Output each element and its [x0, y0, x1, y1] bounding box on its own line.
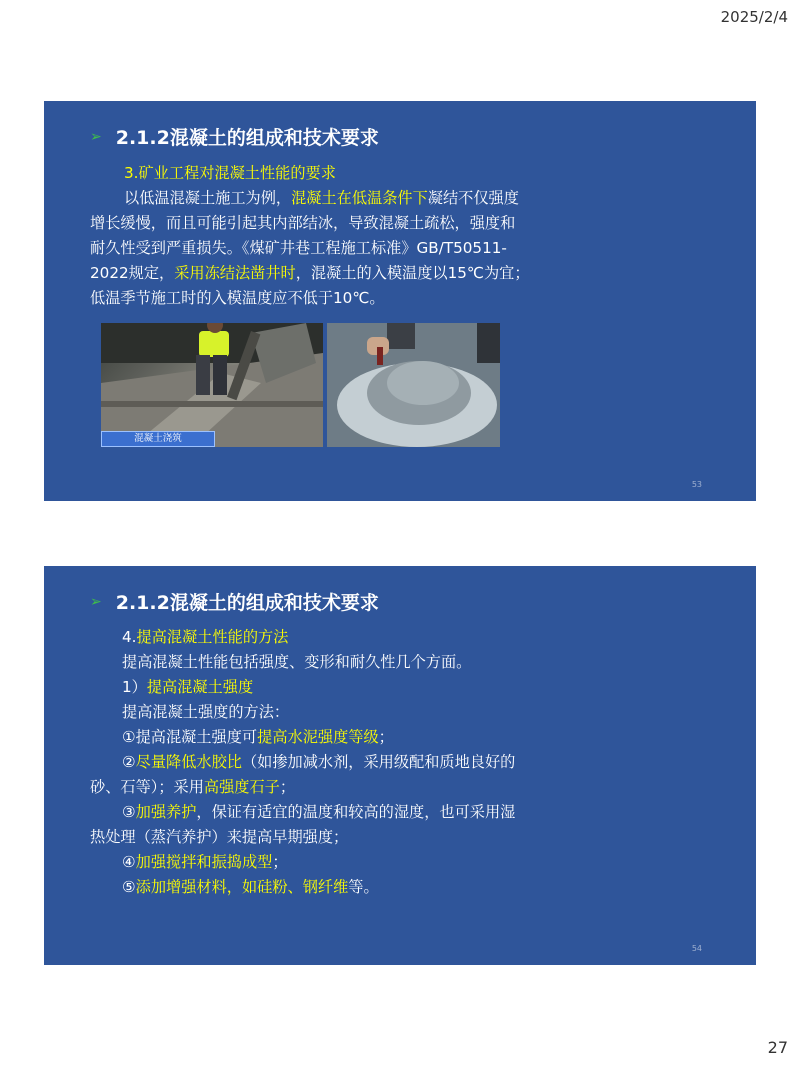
page-date: 2025/2/4	[720, 8, 788, 26]
text-run: ③	[122, 803, 136, 821]
text-line	[90, 211, 570, 236]
text-run: ②	[122, 753, 136, 771]
text-run: ；	[272, 853, 288, 871]
text-line	[90, 875, 570, 900]
text-run: 1）	[122, 678, 147, 696]
text-run: 以低温混凝土施工为例，	[124, 189, 292, 207]
highlighted-text: 采用冻结法凿井时	[174, 264, 296, 282]
text-line	[90, 186, 570, 211]
highlighted-text: 高强度石子	[203, 778, 280, 796]
highlighted-text: 尽量降低水胶比	[135, 753, 242, 771]
text-line	[90, 650, 570, 675]
text-run: 耐久性受到严重损失。《煤矿井巷工程施工标准》GB/T50511-	[90, 239, 507, 257]
text-run: 4.	[122, 628, 137, 646]
text-run: 凝结不仅强度	[427, 189, 519, 207]
concrete-pouring-photo	[101, 323, 323, 447]
highlighted-text: 添加增强材料，如硅粉、钢纤维	[135, 878, 349, 896]
text-run: ，混凝土的入模温度以15℃为宜；	[295, 264, 530, 282]
text-line	[90, 700, 570, 725]
text-line	[90, 750, 570, 775]
text-line	[90, 775, 570, 800]
text-line	[90, 236, 570, 261]
slide-number: 54	[691, 944, 702, 953]
slide-body	[90, 625, 570, 900]
slide-title-text: 2.1.2混凝土的组成和技术要求	[115, 592, 379, 614]
text-run: 热处理（蒸汽养护）来提高早期强度；	[90, 828, 349, 846]
slide-title-text: 2.1.2混凝土的组成和技术要求	[115, 127, 379, 149]
highlighted-text: 提高混凝土强度	[146, 678, 254, 696]
slide-number: 53	[691, 480, 702, 489]
arrow-bullet-icon: ➢	[90, 593, 102, 610]
text-line	[90, 286, 570, 311]
photo-caption: 混凝土浇筑	[101, 431, 215, 447]
text-line	[90, 725, 570, 750]
page-number: 27	[767, 1038, 788, 1057]
highlighted-text: 3.矿业工程对混凝土性能的要求	[124, 164, 336, 182]
text-line	[90, 850, 570, 875]
slide-53	[44, 101, 756, 501]
slide-title	[90, 588, 379, 615]
text-line	[90, 800, 570, 825]
text-run: ⑤	[122, 878, 136, 896]
text-run: 2022规定，	[90, 264, 175, 282]
concrete-sample-illustration	[327, 323, 500, 447]
concrete-sample-photo	[327, 323, 500, 447]
slide-title	[90, 123, 379, 150]
highlighted-text: 加强养护	[135, 803, 197, 821]
text-line	[90, 161, 570, 186]
highlighted-text: 提高水泥强度等级	[257, 728, 379, 746]
text-run: ，保证有适宜的温度和较高的湿度，也可采用湿	[196, 803, 516, 821]
concrete-pouring-illustration	[101, 323, 323, 447]
text-line	[90, 825, 570, 850]
text-run: ；	[279, 778, 296, 796]
text-run: 提高混凝土强度的方法：	[122, 703, 290, 721]
text-run: ；	[378, 728, 394, 746]
slide-54	[44, 566, 756, 965]
highlighted-text: 混凝土在低温条件下	[291, 189, 428, 207]
highlighted-text: 加强搅拌和振捣成型	[135, 853, 273, 871]
text-line	[90, 625, 570, 650]
text-line	[90, 261, 570, 286]
text-run: ④	[122, 853, 136, 871]
text-run: 低温季节施工时的入模温度应不低于10℃。	[90, 289, 385, 307]
text-run: 增长缓慢，而且可能引起其内部结冰，导致混凝土疏松，强度和	[90, 214, 516, 232]
slide-body	[90, 161, 570, 311]
arrow-bullet-icon: ➢	[90, 128, 102, 145]
text-line	[90, 675, 570, 700]
text-run: 砂、石等）；采用	[90, 778, 204, 796]
highlighted-text: 提高混凝土性能的方法	[136, 628, 289, 646]
text-run: 提高混凝土性能包括强度、变形和耐久性几个方面。	[122, 653, 472, 671]
text-run: 等。	[348, 878, 379, 896]
text-run: （如掺加减水剂，采用级配和质地良好的	[241, 753, 516, 771]
text-run: ①提高混凝土强度可	[122, 728, 258, 746]
